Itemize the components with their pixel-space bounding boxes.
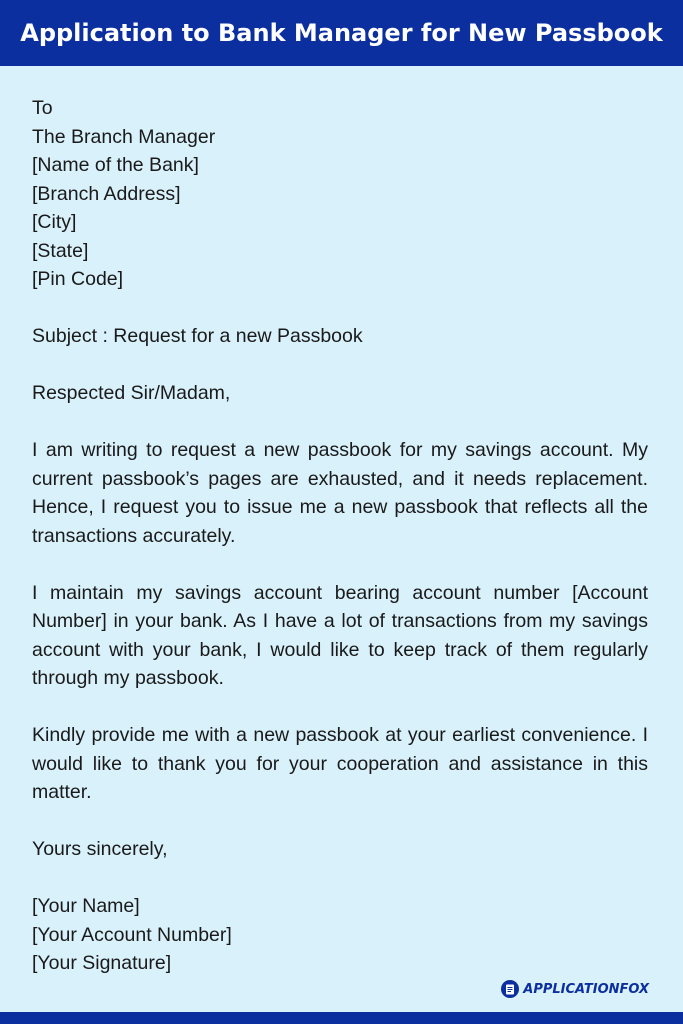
address-line: [Pin Code]	[32, 268, 124, 290]
signature-block	[32, 892, 648, 978]
page-title: Application to Bank Manager for New Passbook	[20, 19, 663, 47]
body-paragraph: I am writing to request a new passbook for my savings account. My current passbook’s pages are exhausted, and it needs replacement. Hence, I request you to issue me a new passbook that reflects all the transactions accurately.	[32, 439, 648, 547]
address-line: The Branch Manager	[32, 125, 216, 148]
brand-logo	[501, 980, 649, 998]
address-line: [State]	[32, 239, 89, 262]
subject-line: Subject : Request for a new Passbook	[32, 325, 363, 347]
signature-line: [Your Name]	[32, 895, 140, 917]
salutation: Respected Sir/Madam,	[32, 382, 231, 404]
closing: Yours sincerely,	[32, 838, 168, 860]
body-paragraph: I maintain my savings account bearing account number [Account Number] in your bank. As I have a lot of transactions from my savings account with your bank, I would like to keep track of them regularly through my passbook.	[32, 581, 648, 689]
brand-name: APPLICATIONFOX	[523, 981, 649, 997]
signature-line: [Your Signature]	[32, 952, 172, 974]
recipient-address	[32, 94, 648, 294]
footer-bar	[0, 1012, 683, 1024]
address-line: [Name of the Bank]	[32, 154, 199, 176]
body-paragraph: Kindly provide me with a new passbook at your earliest convenience. I would like to thank you for your cooperation and assistance in this matter.	[32, 724, 648, 803]
letter-body	[32, 94, 648, 978]
document-icon	[501, 980, 519, 998]
address-line: [City]	[32, 211, 77, 233]
address-line: To	[32, 97, 53, 119]
address-line: [Branch Address]	[32, 182, 181, 205]
page-header	[0, 0, 683, 66]
signature-line: [Your Account Number]	[32, 923, 232, 946]
